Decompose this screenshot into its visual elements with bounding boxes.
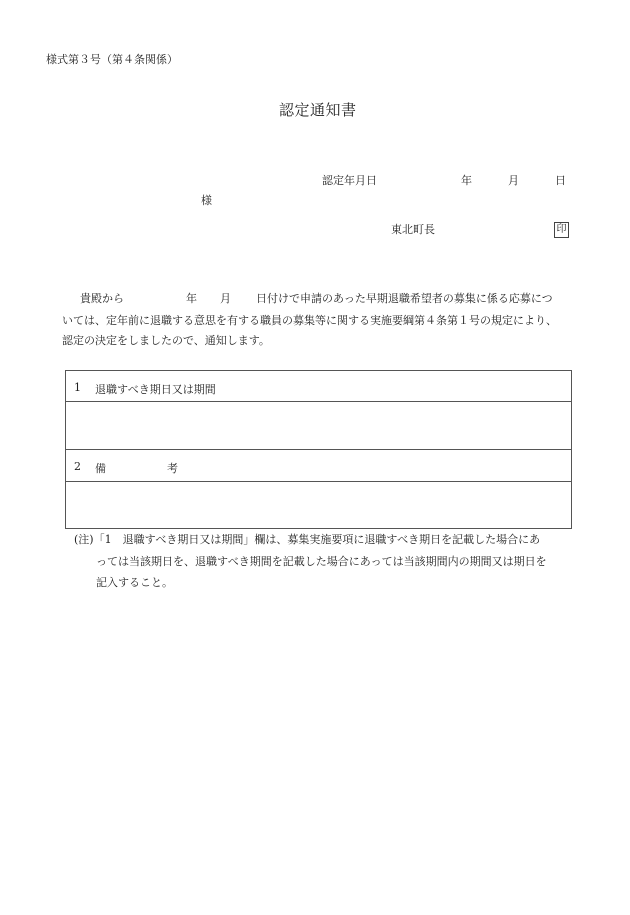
row2-number: 2 <box>74 460 81 473</box>
form-number: 様式第３号（第４条関係） <box>46 53 178 66</box>
issuer-name: 東北町長 <box>391 223 435 236</box>
row2-label-a: 備 <box>95 462 106 475</box>
addressee-suffix: 様 <box>201 194 212 207</box>
footnote-line2: っては当該期日を、退職すべき期間を記載した場合にあっては当該期間内の期間又は期日を <box>96 555 547 568</box>
row1-label: 退職すべき期日又は期間 <box>95 383 216 396</box>
body-line2: いては、定年前に退職する意思を有する職員の募集等に関する実施要綱第４条第１号の規定により、 <box>62 314 557 327</box>
table-row-retirement-value[interactable] <box>66 402 571 450</box>
row1-number: 1 <box>74 381 81 394</box>
row2-label-b: 考 <box>167 462 178 475</box>
date-label: 認定年月日 <box>322 174 377 187</box>
table-row-remarks-value[interactable] <box>66 482 571 529</box>
footnote-line3: 記入すること。 <box>96 576 173 589</box>
body-line1-a: 貴殿から <box>80 292 124 305</box>
date-year: 年 <box>461 174 472 187</box>
body-line3: 認定の決定をしましたので、通知します。 <box>62 334 270 347</box>
table-row-remarks-header <box>66 450 571 482</box>
details-table <box>65 370 572 529</box>
footnote-line1: (注)「1 退職すべき期日又は期間」欄は、募集実施要項に退職すべき期日を記載した場合にあ <box>74 533 541 546</box>
body-line1-b: 日付けで申請のあった早期退職希望者の募集に係る応募につ <box>256 292 553 305</box>
seal-mark: 印 <box>554 222 569 238</box>
document-title: 認定通知書 <box>279 101 357 119</box>
body-line1-month: 月 <box>220 292 231 305</box>
date-day: 日 <box>555 174 566 187</box>
body-line1-year: 年 <box>186 292 197 305</box>
date-month: 月 <box>508 174 519 187</box>
table-row-retirement-header <box>66 371 571 402</box>
